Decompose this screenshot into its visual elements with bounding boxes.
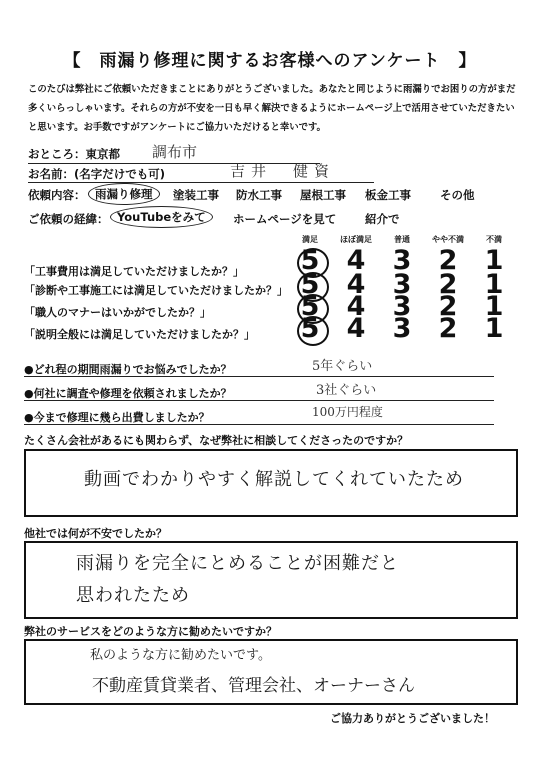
rating-header-5: 満足 xyxy=(302,235,318,244)
rating-cost-4[interactable]: 4 xyxy=(346,245,366,276)
answer-other-worries-line-1: 雨漏りを完全にとめることが困難だと xyxy=(76,553,399,574)
answer-expense[interactable]: 100万円程度 xyxy=(312,405,383,419)
rating-explanation-5[interactable]: 5 xyxy=(300,313,320,344)
rating-manners-3[interactable]: 3 xyxy=(392,291,412,322)
rating-cost-2[interactable]: 2 xyxy=(438,245,458,276)
rating-question-manners: 「職人のマナーはいかがでしたか？」 xyxy=(24,306,211,319)
footer-thanks: ご協力ありがとうございました！ xyxy=(330,712,495,725)
intro-text: このたびは弊社にご依頼いただきまことにありがとうございました。あなたと同じように雨漏りでお困りの方がまだ多くいらっしゃいます。それらの方が不安を一日も早く解決できるようにホームページ上で活用させていただきたいと思います。お手数ですがアンケートにご協力いただけると幸いです。 xyxy=(28,84,516,133)
trigger-option-youtube[interactable]: YouTubeをみて xyxy=(110,206,213,228)
rating-header-3: 普通 xyxy=(394,235,410,244)
rating-manners-4[interactable]: 4 xyxy=(346,291,366,322)
question-recommend: 弊社のサービスをどのような方に勧めたいですか？ xyxy=(24,625,277,638)
name-underline xyxy=(28,182,374,183)
answer-recommend-line-1: 私のような方に勧めたいです。 xyxy=(90,648,271,663)
rating-explanation-1[interactable]: 1 xyxy=(484,313,504,344)
rating-header-1: 不満 xyxy=(486,235,502,244)
rating-header-4: ほぼ満足 xyxy=(340,235,372,244)
request-option-painting[interactable]: 塗装工事 xyxy=(173,188,219,202)
rating-manners-2[interactable]: 2 xyxy=(438,291,458,322)
companies-underline xyxy=(24,400,494,401)
question-why-us: たくさん会社があるにも関わらず、なぜ弊社に相談してくださったのですか？ xyxy=(24,434,409,447)
request-option-sheetmetal[interactable]: 板金工事 xyxy=(365,188,411,202)
answer-other-worries-line-2: 思われたため xyxy=(76,585,190,606)
question-companies: ●何社に調査や修理を依頼されましたか？ xyxy=(24,387,232,400)
rating-explanation-3[interactable]: 3 xyxy=(392,313,412,344)
request-label: 依頼内容： xyxy=(28,188,86,202)
rating-question-cost: 「工事費用は満足していただけましたか？」 xyxy=(24,265,244,278)
rating-manners-5[interactable]: 5 xyxy=(300,291,320,322)
rating-diagnosis-3[interactable]: 3 xyxy=(392,269,412,300)
rating-diagnosis-1[interactable]: 1 xyxy=(484,269,504,300)
rating-diagnosis-4[interactable]: 4 xyxy=(346,269,366,300)
trigger-label: ご依頼の経緯： xyxy=(28,212,109,226)
duration-underline xyxy=(24,376,494,377)
rating-header-2: やや不満 xyxy=(432,235,464,244)
question-expense: ●今まで修理に幾ら出費しましたか？ xyxy=(24,411,210,424)
answer-companies[interactable]: 3社ぐらい xyxy=(316,383,377,398)
request-option-other[interactable]: その他 xyxy=(440,188,475,202)
answer-duration[interactable]: 5年ぐらい xyxy=(312,359,373,374)
question-duration: ●どれ程の期間雨漏りでお悩みでしたか？ xyxy=(24,363,232,376)
address-label: おところ：東京都 xyxy=(28,147,120,161)
answer-why-us-line-1: 動画でわかりやすく解説してくれていたため xyxy=(84,469,464,490)
rating-diagnosis-5[interactable]: 5 xyxy=(300,269,320,300)
address-value[interactable]: 調布市 xyxy=(152,143,198,161)
rating-diagnosis-2[interactable]: 2 xyxy=(438,269,458,300)
request-option-waterproof[interactable]: 防水工事 xyxy=(236,188,282,202)
name-value[interactable]: 吉井 健資 xyxy=(230,162,336,180)
question-other-worries: 他社では何が不安でしたか？ xyxy=(24,527,167,540)
name-label: お名前：(名字だけでも可) xyxy=(28,167,166,181)
expense-underline xyxy=(24,424,494,425)
trigger-option-homepage[interactable]: ホームページを見て xyxy=(233,212,337,226)
rating-question-diagnosis: 「診断や工事施工には満足していただけましたか？」 xyxy=(24,284,288,297)
rating-cost-3[interactable]: 3 xyxy=(392,245,412,276)
rating-manners-1[interactable]: 1 xyxy=(484,291,504,322)
rating-explanation-4[interactable]: 4 xyxy=(346,313,366,344)
trigger-option-referral[interactable]: 紹介で xyxy=(365,212,400,226)
request-option-roof[interactable]: 屋根工事 xyxy=(300,188,346,202)
rating-cost-1[interactable]: 1 xyxy=(484,245,504,276)
rating-question-explanation: 「説明全般には満足していただけましたか？」 xyxy=(24,328,255,341)
answer-recommend-line-2: 不動産賃貸業者、管理会社、オーナーさん xyxy=(92,676,415,696)
rating-explanation-2[interactable]: 2 xyxy=(438,313,458,344)
request-option-leak-repair[interactable]: 雨漏り修理 xyxy=(88,183,160,205)
rating-cost-5[interactable]: 5 xyxy=(300,245,320,276)
survey-title: 【 雨漏り修理に関するお客様へのアンケート 】 xyxy=(63,51,477,71)
